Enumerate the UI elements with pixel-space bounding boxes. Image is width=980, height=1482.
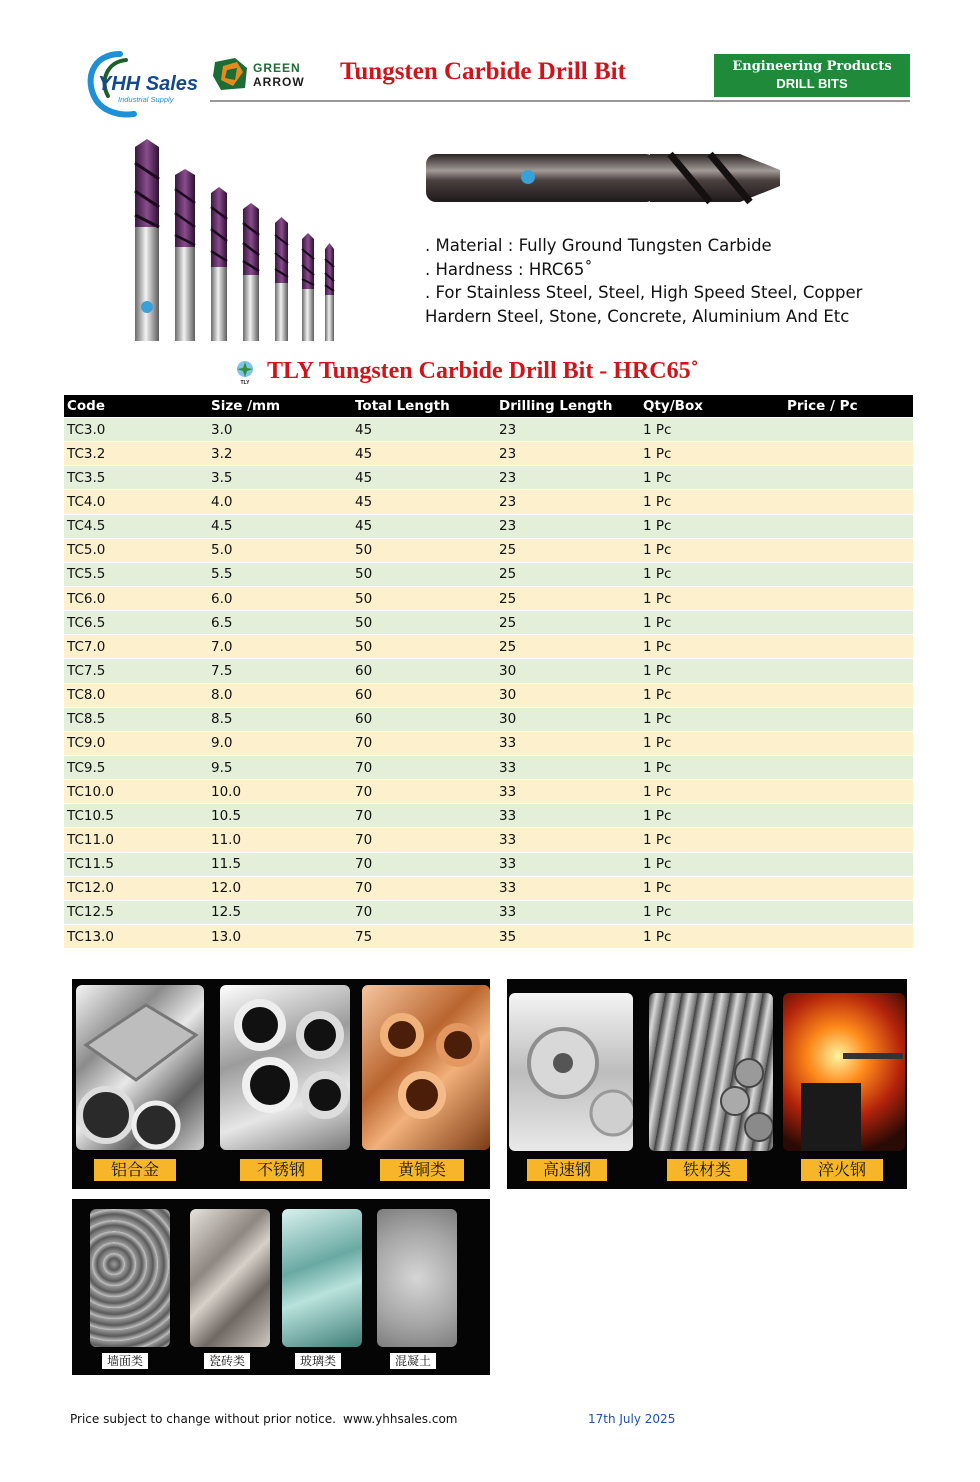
cell-qty: 1 Pc [640,755,784,779]
cell-price [784,466,913,490]
stainless-steel-image [220,985,350,1150]
feature-item: Hardern Steel, Stone, Concrete, Aluminium And Etc [425,306,850,326]
cell-price [784,852,913,876]
table-row [64,780,913,804]
cell-code: TC3.0 [64,418,208,442]
table-row [64,611,913,635]
cell-price [784,514,913,538]
cell-total-length: 60 [352,707,496,731]
green-arrow-line2: ARROW [253,75,305,89]
cell-total-length: 70 [352,876,496,900]
material-label: 瓷砖类 [204,1353,250,1369]
concrete-image [377,1209,457,1347]
col-price-header: Price / Pc [784,395,913,418]
footer-date: 17th July 2025 [588,1412,676,1426]
table-row [64,755,913,779]
cell-qty: 1 Pc [640,924,784,948]
cell-price [784,635,913,659]
cell-qty: 1 Pc [640,780,784,804]
cell-total-length: 60 [352,659,496,683]
cell-code: TC4.5 [64,514,208,538]
feature-item: . Hardness : HRC65˚ [425,259,593,279]
category-line1: Engineering Products [732,59,892,74]
cell-code: TC10.5 [64,804,208,828]
cell-price [784,828,913,852]
cell-qty: 1 Pc [640,683,784,707]
materials-panel-steels [507,979,907,1189]
cell-price [784,611,913,635]
material-label: 不锈钢 [240,1159,322,1181]
cell-code: TC9.0 [64,731,208,755]
table-row [64,731,913,755]
materials-panel-masonry [72,1199,490,1375]
col-size-header: Size /mm [208,395,352,418]
cell-drilling-length: 23 [496,490,640,514]
cell-drilling-length: 30 [496,707,640,731]
cell-total-length: 50 [352,586,496,610]
cell-price [784,442,913,466]
table-header-row [64,395,913,418]
cell-qty: 1 Pc [640,611,784,635]
cell-code: TC8.5 [64,707,208,731]
yhh-sales-logo [82,50,207,118]
cell-price [784,900,913,924]
footer-disclaimer: Price subject to change without prior notice. [70,1412,336,1426]
cell-qty: 1 Pc [640,852,784,876]
cell-size: 10.5 [208,804,352,828]
cell-drilling-length: 25 [496,586,640,610]
col-drilling-length-header: Drilling Length [496,395,640,418]
table-row [64,683,913,707]
material-label: 混凝土 [390,1353,436,1369]
cell-drilling-length: 33 [496,731,640,755]
cell-code: TC11.0 [64,828,208,852]
stone-wall-image [90,1209,170,1347]
table-row [64,418,913,442]
cell-qty: 1 Pc [640,876,784,900]
cell-size: 5.5 [208,562,352,586]
cell-drilling-length: 23 [496,418,640,442]
table-row [64,538,913,562]
cell-total-length: 50 [352,635,496,659]
cell-total-length: 70 [352,828,496,852]
cell-size: 8.0 [208,683,352,707]
glass-image [282,1209,362,1347]
feature-item: . Material : Fully Ground Tungsten Carbide [425,236,772,255]
cell-qty: 1 Pc [640,828,784,852]
cell-qty: 1 Pc [640,900,784,924]
drill-bit-set-image [125,135,350,345]
table-row [64,490,913,514]
cell-price [784,562,913,586]
table-row [64,635,913,659]
cell-size: 9.5 [208,755,352,779]
cell-code: TC13.0 [64,924,208,948]
cell-drilling-length: 33 [496,828,640,852]
cell-total-length: 70 [352,780,496,804]
cell-total-length: 45 [352,514,496,538]
cell-qty: 1 Pc [640,418,784,442]
cell-price [784,707,913,731]
table-row [64,924,913,948]
cell-total-length: 70 [352,731,496,755]
cell-price [784,490,913,514]
cell-total-length: 45 [352,418,496,442]
table-body [64,418,913,949]
feature-list [425,234,862,328]
cell-code: TC4.0 [64,490,208,514]
cell-total-length: 60 [352,683,496,707]
cell-qty: 1 Pc [640,586,784,610]
cell-code: TC5.0 [64,538,208,562]
materials-panel-metals [72,979,490,1189]
cell-qty: 1 Pc [640,466,784,490]
cell-size: 9.0 [208,731,352,755]
single-drill-bit-image [420,148,785,208]
material-label: 玻璃类 [295,1353,341,1369]
cell-code: TC12.5 [64,900,208,924]
cell-size: 3.5 [208,466,352,490]
cell-price [784,418,913,442]
cell-total-length: 70 [352,852,496,876]
cell-total-length: 50 [352,538,496,562]
cell-drilling-length: 33 [496,876,640,900]
cell-code: TC8.0 [64,683,208,707]
cell-total-length: 70 [352,804,496,828]
cell-drilling-length: 25 [496,635,640,659]
cell-total-length: 75 [352,924,496,948]
cell-drilling-length: 23 [496,442,640,466]
cell-size: 3.2 [208,442,352,466]
cell-code: TC7.5 [64,659,208,683]
cell-qty: 1 Pc [640,804,784,828]
tly-logo-text: TLY [240,380,250,385]
col-total-length-header: Total Length [352,395,496,418]
material-label: 铝合金 [94,1159,176,1181]
cell-code: TC12.0 [64,876,208,900]
cell-size: 8.5 [208,707,352,731]
cell-size: 12.5 [208,900,352,924]
tly-logo [233,359,257,385]
cell-drilling-length: 25 [496,538,640,562]
page-title: Tungsten Carbide Drill Bit [340,58,626,85]
table-row [64,852,913,876]
cell-total-length: 45 [352,490,496,514]
cell-size: 11.0 [208,828,352,852]
ceramic-tile-image [190,1209,270,1347]
cell-qty: 1 Pc [640,659,784,683]
high-speed-steel-image [509,993,633,1151]
cell-price [784,876,913,900]
cell-code: TC6.0 [64,586,208,610]
green-arrow-line1: GREEN [253,61,301,75]
cell-total-length: 50 [352,611,496,635]
cell-size: 6.0 [208,586,352,610]
copper-brass-image [362,985,490,1150]
cell-drilling-length: 25 [496,562,640,586]
material-label: 铁材类 [667,1159,747,1181]
category-line2: DRILL BITS [776,76,848,91]
cell-code: TC3.2 [64,442,208,466]
table-row [64,659,913,683]
cell-size: 11.5 [208,852,352,876]
cell-size: 7.5 [208,659,352,683]
table-row [64,900,913,924]
cell-drilling-length: 23 [496,514,640,538]
header-divider [210,100,910,102]
iron-bar-image [649,993,773,1151]
cell-drilling-length: 33 [496,900,640,924]
cell-drilling-length: 30 [496,659,640,683]
cell-drilling-length: 30 [496,683,640,707]
cell-total-length: 50 [352,562,496,586]
cell-drilling-length: 33 [496,852,640,876]
cell-code: TC11.5 [64,852,208,876]
cell-code: TC5.5 [64,562,208,586]
cell-price [784,924,913,948]
table-row [64,804,913,828]
cell-total-length: 45 [352,442,496,466]
cell-price [784,804,913,828]
table-row [64,442,913,466]
feature-item: . For Stainless Steel, Steel, High Speed Steel, Copper [425,283,863,302]
footer-website-link[interactable]: www.yhhsales.com [343,1412,458,1426]
col-qty-header: Qty/Box [640,395,784,418]
cell-price [784,731,913,755]
table-row [64,828,913,852]
table-row [64,562,913,586]
cell-drilling-length: 23 [496,466,640,490]
cell-qty: 1 Pc [640,514,784,538]
table-row [64,466,913,490]
cell-qty: 1 Pc [640,635,784,659]
material-label: 墙面类 [102,1353,148,1369]
table-row [64,707,913,731]
cell-price [784,586,913,610]
category-badge [714,54,910,97]
cell-total-length: 70 [352,755,496,779]
cell-qty: 1 Pc [640,538,784,562]
cell-size: 3.0 [208,418,352,442]
cell-qty: 1 Pc [640,707,784,731]
yhh-logo-text: YHH Sales [98,73,199,95]
hardened-steel-image [783,993,905,1151]
cell-price [784,683,913,707]
cell-code: TC3.5 [64,466,208,490]
cell-drilling-length: 33 [496,804,640,828]
cell-price [784,659,913,683]
cell-code: TC10.0 [64,780,208,804]
material-label: 高速钢 [527,1159,607,1181]
cell-qty: 1 Pc [640,490,784,514]
cell-drilling-length: 35 [496,924,640,948]
cell-size: 6.5 [208,611,352,635]
col-code-header: Code [64,395,208,418]
cell-size: 10.0 [208,780,352,804]
cell-total-length: 70 [352,900,496,924]
cell-code: TC9.5 [64,755,208,779]
cell-qty: 1 Pc [640,562,784,586]
cell-code: TC7.0 [64,635,208,659]
table-title: TLY Tungsten Carbide Drill Bit - HRC65˚ [267,358,699,384]
cell-size: 7.0 [208,635,352,659]
cell-drilling-length: 33 [496,780,640,804]
cell-drilling-length: 33 [496,755,640,779]
cell-size: 5.0 [208,538,352,562]
table-row [64,514,913,538]
table-row [64,586,913,610]
cell-qty: 1 Pc [640,442,784,466]
yhh-logo-subtext: Industrial Supply [118,95,174,104]
material-label: 淬火钢 [801,1159,883,1181]
cell-qty: 1 Pc [640,731,784,755]
spec-table [64,395,913,948]
cell-drilling-length: 25 [496,611,640,635]
material-label: 黄铜类 [380,1159,464,1181]
cell-price [784,538,913,562]
cell-size: 13.0 [208,924,352,948]
table-row [64,876,913,900]
cell-size: 12.0 [208,876,352,900]
green-arrow-logo [213,56,328,92]
cell-total-length: 45 [352,466,496,490]
cell-size: 4.0 [208,490,352,514]
cell-code: TC6.5 [64,611,208,635]
cell-size: 4.5 [208,514,352,538]
cell-price [784,755,913,779]
cell-price [784,780,913,804]
aluminium-alloy-image [76,985,204,1150]
